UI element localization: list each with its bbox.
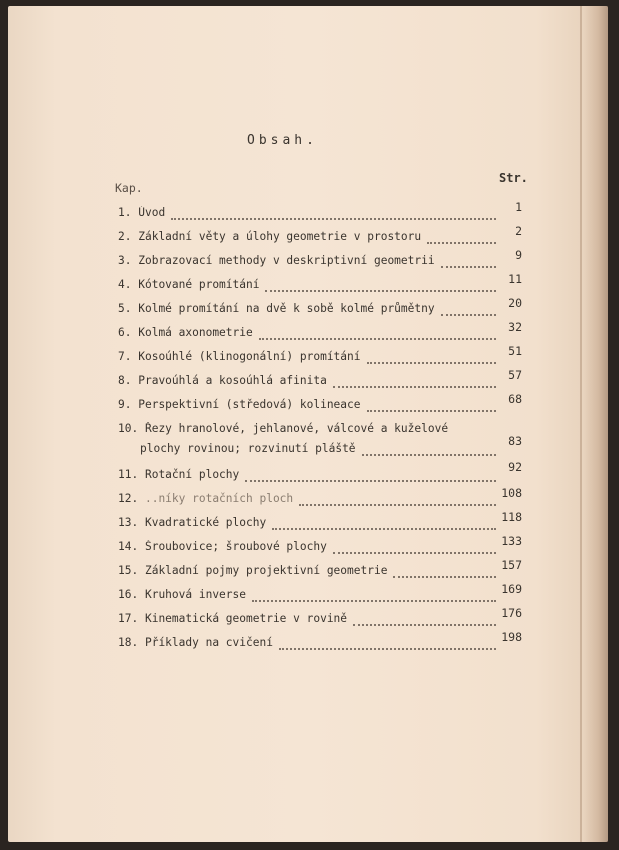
- toc-entry-page: 20: [508, 296, 522, 310]
- toc-entry: [118, 540, 498, 558]
- toc-entry: [118, 374, 498, 392]
- toc-entry-continuation: [140, 442, 498, 460]
- toc-entry: [118, 492, 498, 510]
- toc-entry-title: Úvod: [138, 206, 166, 219]
- toc-entry-page: 198: [501, 630, 522, 644]
- toc-entry-number: 17.: [118, 612, 139, 625]
- toc-entry-page: 108: [501, 486, 522, 500]
- toc-entry-page: 57: [508, 368, 522, 382]
- dot-leader: [245, 478, 496, 482]
- page-edge-shadow: [584, 6, 608, 842]
- toc-entry-number: 3.: [118, 254, 132, 267]
- toc-entry-title: Kótované promítání: [138, 278, 260, 291]
- toc-entry-title: Základní pojmy projektivní geometrie: [144, 564, 388, 577]
- toc-entry-page: 169: [501, 582, 522, 596]
- toc-entry-number: 2.: [118, 230, 132, 243]
- toc-entry: [118, 230, 498, 248]
- toc-entry: [118, 468, 498, 486]
- toc-entry-number: 5.: [118, 302, 132, 315]
- dot-leader: [393, 574, 496, 578]
- toc-entry: [118, 398, 498, 416]
- toc-entry-page: 133: [501, 534, 522, 548]
- toc-entry: [118, 350, 498, 368]
- toc-entry: [118, 564, 498, 582]
- dot-leader: [362, 452, 496, 456]
- toc-entry-page: 118: [501, 510, 522, 524]
- toc-entry-number: 9.: [118, 398, 132, 411]
- column-header-page: Str.: [499, 171, 528, 185]
- toc-entry-number: 7.: [118, 350, 132, 363]
- dot-leader: [171, 216, 496, 220]
- toc-entry-page: 83: [508, 434, 522, 448]
- toc-entry-title-line2: plochy rovinou; rozvinutí pláště: [140, 442, 356, 455]
- dot-leader: [427, 240, 496, 244]
- toc-entry-title: Kruhová inverse: [144, 588, 247, 601]
- toc-entry-page: 9: [515, 248, 522, 262]
- toc-entry-number: 4.: [118, 278, 132, 291]
- dot-leader: [252, 598, 496, 602]
- dot-leader: [299, 502, 496, 506]
- dot-leader: [353, 622, 496, 626]
- dot-leader: [441, 264, 496, 268]
- toc-entry-page: 92: [508, 460, 522, 474]
- toc-entry-number: 8.: [118, 374, 132, 387]
- toc-entry-number: 14.: [118, 540, 139, 553]
- toc-entry-page: 11: [508, 272, 522, 286]
- toc-entry: [118, 636, 498, 654]
- dot-leader: [333, 550, 496, 554]
- toc-entry-page: 1: [515, 200, 522, 214]
- toc-entry-number: 6.: [118, 326, 132, 339]
- toc-entry-number: 13.: [118, 516, 139, 529]
- toc-entry: [118, 516, 498, 534]
- toc-entry-page: 68: [508, 392, 522, 406]
- dot-leader: [279, 646, 496, 650]
- page-title: Obsah.: [247, 133, 318, 148]
- toc-entry-page: 2: [515, 224, 522, 238]
- toc-entry-page: 157: [501, 558, 522, 572]
- dot-leader: [367, 408, 496, 412]
- toc-entry: [118, 302, 498, 320]
- column-header-chapter: Kap.: [115, 181, 143, 195]
- toc-entry-title: Perspektivní (středová) kolineace: [138, 398, 361, 411]
- toc-entry: [118, 326, 498, 344]
- toc-entry-number: 18.: [118, 636, 139, 649]
- toc-entry: [118, 254, 498, 272]
- toc-entry-page: 32: [508, 320, 522, 334]
- dot-leader: [265, 288, 496, 292]
- toc-entry: [118, 612, 498, 630]
- toc-entry-number: 10.: [118, 422, 139, 435]
- toc-entry-number: 11.: [118, 468, 139, 481]
- page-crease: [580, 6, 582, 842]
- toc-entry-title: Pravoúhlá a kosoúhlá afinita: [138, 374, 327, 387]
- toc-entry-title: Základní věty a úlohy geometrie v prostoru: [138, 230, 422, 243]
- dot-leader: [272, 526, 496, 530]
- toc-entry: [118, 422, 498, 440]
- toc-entry-title: Šroubovice; šroubové plochy: [144, 540, 327, 553]
- toc-entry-page: 176: [501, 606, 522, 620]
- toc-entry-title: Kvadratické plochy: [144, 516, 267, 529]
- toc-entry-title: Kosoúhlé (klinogonální) promítání: [138, 350, 361, 363]
- toc-entry-number: 1.: [118, 206, 132, 219]
- toc-entry: [118, 278, 498, 296]
- toc-entry-title: Řezy hranolové, jehlanové, válcové a kuželové: [144, 422, 449, 435]
- toc-entry-title: Rotační plochy: [144, 468, 240, 481]
- dot-leader: [333, 384, 496, 388]
- dot-leader: [441, 312, 496, 316]
- toc-entry: [118, 588, 498, 606]
- toc-entry-title: Kolmé promítání na dvě k sobě kolmé průmětny: [138, 302, 435, 315]
- dot-leader: [367, 360, 496, 364]
- toc-entry: [118, 206, 498, 224]
- toc-entry-title: ..níky rotačních ploch: [144, 492, 294, 505]
- dot-leader: [259, 336, 496, 340]
- toc-entry-number: 12.: [118, 492, 139, 505]
- toc-entry-page: 51: [508, 344, 522, 358]
- toc-entry-number: 16.: [118, 588, 139, 601]
- toc-entry-title: Zobrazovací methody v deskriptivní geometrii: [138, 254, 435, 267]
- toc-entry-title: Kolmá axonometrie: [138, 326, 253, 339]
- toc-entry-title: Příklady na cvičení: [144, 636, 273, 649]
- toc-entry-title: Kinematická geometrie v rovině: [144, 612, 348, 625]
- toc-entry-number: 15.: [118, 564, 139, 577]
